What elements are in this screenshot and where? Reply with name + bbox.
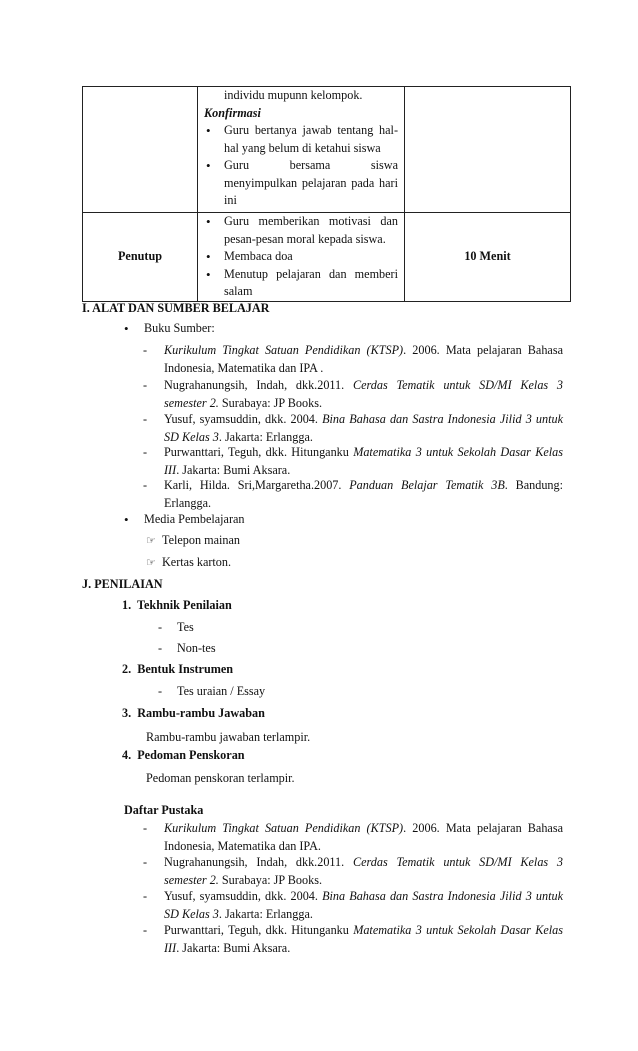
daftar-pustaka-heading: Daftar Pustaka [124,803,204,817]
dash-marker: - [143,445,148,459]
table-row [83,87,571,213]
table-cell-activities [198,213,405,302]
dash-marker: - [143,923,148,937]
time-allocation: 10 Menit [405,213,571,302]
list-item: • Membaca doa [204,248,398,266]
lesson-activity-table [82,86,571,302]
reference-item: - Purwanttari, Teguh, dkk. Hitunganku Matematika 3 untuk Sekolah Dasar Kelas III. Jakarta: Bumi Aksara. [143,923,563,955]
section-heading-alat: I. ALAT DAN SUMBER BELAJAR [82,301,270,315]
list-item: • Menutup pelajaran dan memberi salam [204,266,398,301]
numbered-item: 1. Tekhnik Penilaian [122,598,232,612]
dash-marker: - [143,412,148,426]
list-item: • Guru bertanya jawab tentang hal-hal yang belum di ketahui siswa [204,122,398,157]
media-item: ☞ Telepon mainan [146,533,240,547]
dash-marker: - [143,889,148,903]
dash-marker: - [143,821,148,835]
table-cell-time-empty [405,87,571,213]
bullet-icon: • [124,512,129,527]
reference-item: - Karli, Hilda. Sri,Margaretha.2007. Panduan Belajar Tematik 3B. Bandung: Erlangga. [143,478,563,510]
dash-marker: - [143,343,148,357]
reference-item: - Yusuf, syamsuddin, dkk. 2004. Bina Bahasa dan Sastra Indonesia Jilid 3 untuk SD Kelas 3. Jakarta: Erlangga. [143,412,564,444]
activity-text: individu mupunn kelompok. [224,88,363,102]
dash-marker: - [143,855,148,869]
media-label: Media Pembelajaran [144,512,245,526]
dash-marker: - [158,684,163,698]
dash-marker: - [158,641,163,655]
table-cell-empty [83,87,198,213]
item-body-text: Pedoman penskoran terlampir. [146,771,295,785]
buku-sumber-label: Buku Sumber: [144,321,215,335]
reference-item: - Kurikulum Tingkat Satuan Pendidikan (KTSP). 2006. Mata pelajaran Bahasa Indonesia, Matematika dan IPA. [143,821,563,853]
numbered-item: 4. Pedoman Penskoran [122,748,245,762]
pointing-hand-icon: ☞ [146,535,156,547]
reference-item: - Nugrahanungsih, Indah, dkk.2011. Cerdas Tematik untuk SD/MI Kelas 3 semester 2. Surabaya: JP Books. [143,855,563,887]
reference-item: - Nugrahanungsih, Indah, dkk.2011. Cerdas Tematik untuk SD/MI Kelas 3 semester 2. Surabaya: JP Books. [143,378,563,410]
dash-marker: - [143,378,148,392]
media-item: ☞ Kertas karton. [146,555,232,569]
numbered-item: 2. Bentuk Instrumen [122,662,234,676]
table-row [83,213,571,302]
numbered-item: 3. Rambu-rambu Jawaban [122,706,265,720]
list-item: • Guru memberikan motivasi dan pesan-pesan moral kepada siswa. [204,213,398,248]
reference-item: - Purwanttari, Teguh, dkk. Hitunganku Matematika 3 untuk Sekolah Dasar Kelas III. Jakarta: Bumi Aksara. [143,445,563,477]
pointing-hand-icon: ☞ [146,557,156,569]
activity-bullet-list [204,122,398,210]
reference-item: - Yusuf, syamsuddin, dkk. 2004. Bina Bahasa dan Sastra Indonesia Jilid 3 untuk SD Kelas 3. Jakarta: Erlangga. [143,889,564,921]
activity-bullet-list [204,213,398,301]
reference-item: - Kurikulum Tingkat Satuan Pendidikan (KTSP). 2006. Mata pelajaran Bahasa Indonesia, Matematika dan IPA . [143,343,563,375]
dash-marker: - [158,620,163,634]
section-heading-penilaian: J. PENILAIAN [82,577,163,591]
list-item: • Guru bersama siswa menyimpulkan pelajaran pada hari ini [204,157,398,210]
phase-label: Penutup [83,213,198,302]
dash-marker: - [143,478,148,492]
item-body-text: Rambu-rambu jawaban terlampir. [146,730,311,744]
bullet-icon: • [124,321,129,336]
konfirmasi-label: Konfirmasi [204,105,261,120]
table-cell-activities [198,87,405,213]
